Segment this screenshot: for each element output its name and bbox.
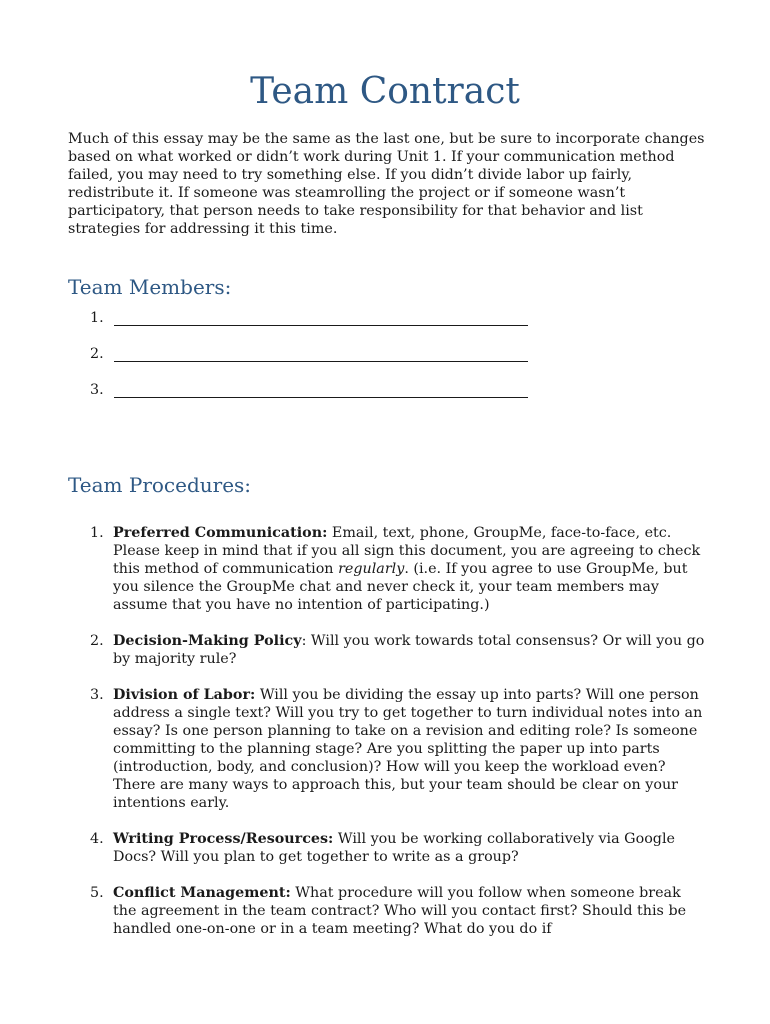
procedure-number: 3.	[90, 687, 104, 703]
procedure-number: 2.	[90, 633, 104, 649]
procedure-emphasis: regularly	[338, 561, 405, 577]
procedure-item	[68, 632, 708, 668]
procedure-item	[68, 686, 708, 812]
procedure-label: Writing Process/Resources:	[113, 831, 334, 847]
intro-paragraph: Much of this essay may be the same as the last one, but be sure to incorporate changes based on what worked or didn’t work during Unit 1. If your communication method failed, you may need to try something else. If you didn’t divide labor up fairly, redistribute it. If someone was steamrolling the project or if someone wasn’t participatory, that person needs to take responsibility for that behavior and list strategies for addressing it this time.	[68, 131, 705, 237]
member-number: 1.	[90, 310, 104, 326]
procedure-text: : Will you work towards total consensus? Or will you go by majority rule?	[113, 633, 705, 667]
procedure-item	[68, 524, 708, 614]
procedure-item	[68, 884, 708, 938]
team-procedures-list	[68, 524, 708, 956]
member-number: 2.	[90, 346, 104, 362]
procedure-number: 1.	[90, 525, 104, 541]
member-name-blank[interactable]	[114, 325, 528, 326]
procedure-item	[68, 830, 708, 866]
team-members-heading: Team Members:	[68, 275, 232, 299]
procedure-label: Division of Labor:	[113, 687, 256, 703]
procedure-text: Will you be working collaboratively via Google Docs? Will you plan to get together to write as a group?	[113, 831, 675, 865]
procedure-label: Decision-Making Policy	[113, 633, 302, 649]
team-procedures-heading: Team Procedures:	[68, 473, 252, 497]
procedure-text: What procedure will you follow when someone break the agreement in the team contract? Who will you contact first? Should this be handled one-on-one or in a team meeting? What do you do if	[113, 885, 687, 937]
member-number: 3.	[90, 382, 104, 398]
procedure-label: Preferred Communication:	[113, 525, 328, 541]
member-name-blank[interactable]	[114, 397, 528, 398]
procedure-number: 5.	[90, 885, 104, 901]
procedure-label: Conflict Management:	[113, 885, 291, 901]
document-title: Team Contract	[250, 71, 520, 112]
member-name-blank[interactable]	[114, 361, 528, 362]
procedure-text: Will you be dividing the essay up into parts? Will one person address a single text? Will you try to get together to turn individual notes into an essay? Is one person planning to take on a revision and editing role? Is someone committing to the planning stage? Are you splitting the paper up into parts (introduction, body, and conclusion)? How will you keep the workload even? There are many ways to approach this, but your team should be clear on your intentions early.	[113, 687, 703, 811]
procedure-text: Email, text, phone, GroupMe, face-to-face, etc. Please keep in mind that if you all sign this document, you are agreeing to check this method of communication	[113, 525, 701, 577]
procedure-text-after: . (i.e. If you agree to use GroupMe, but you silence the GroupMe chat and never check it, your team members may assume that you have no intention of participating.)	[113, 561, 688, 613]
procedure-number: 4.	[90, 831, 104, 847]
